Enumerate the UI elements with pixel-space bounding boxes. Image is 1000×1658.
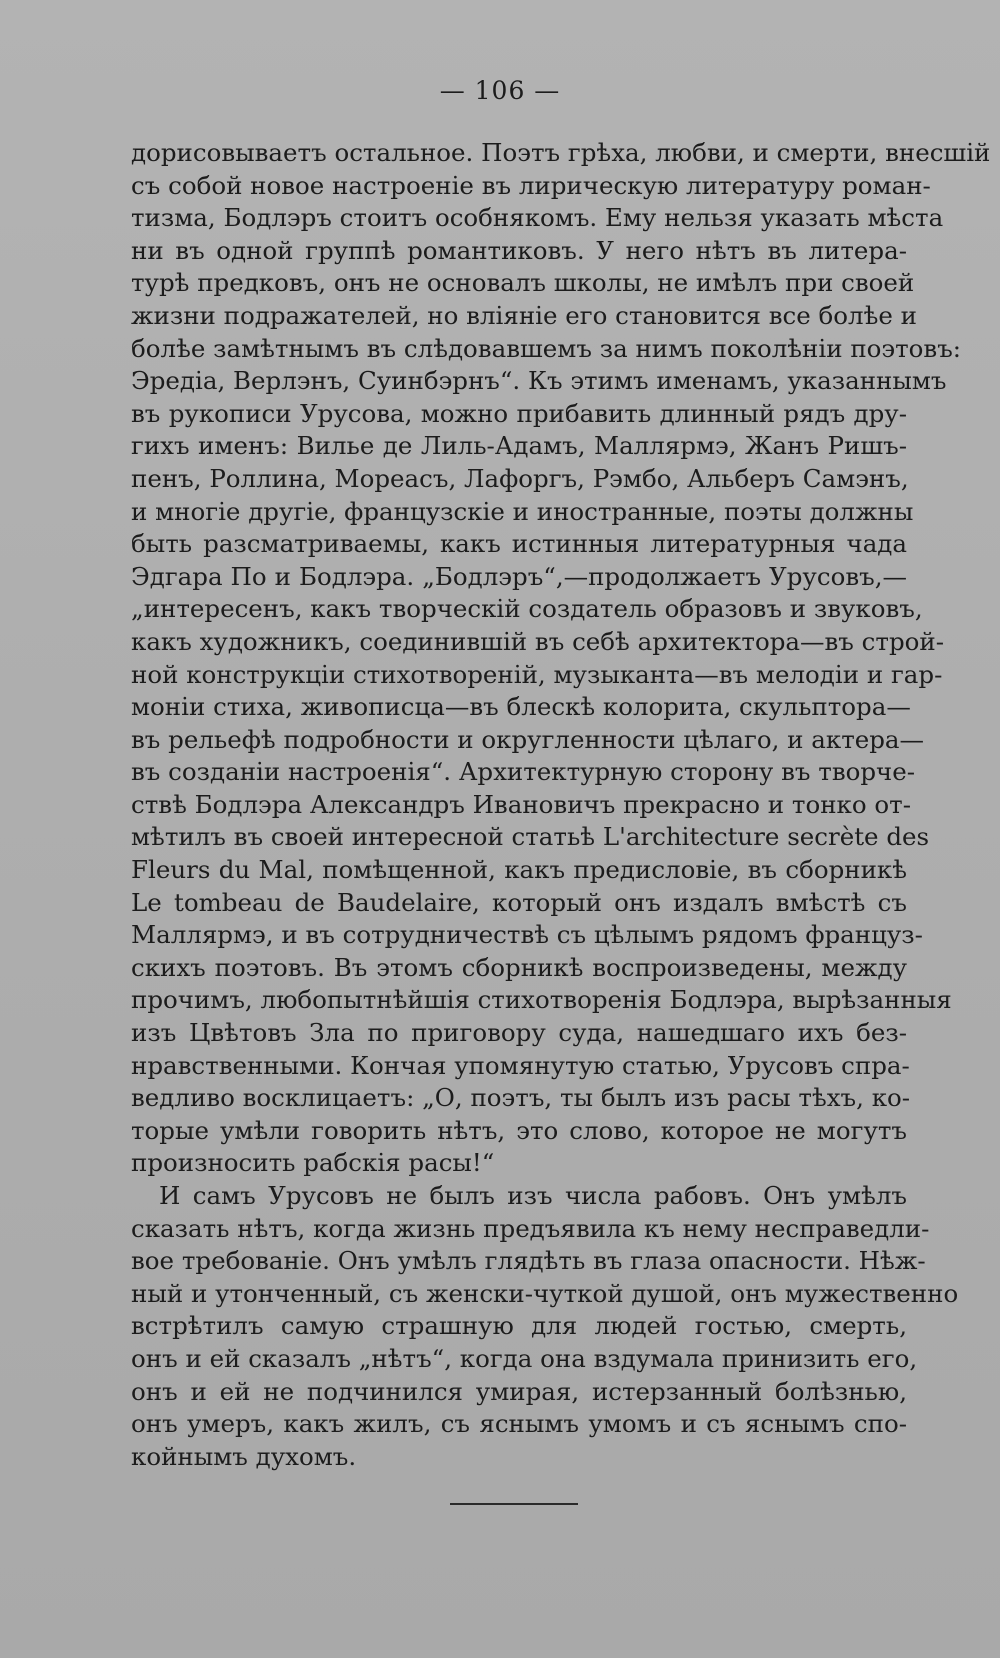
text-line: пенъ, Роллина, Мореасъ, Лафоргъ, Рэмбо, Альберъ Самэнъ, <box>131 463 909 493</box>
page-number: — 106 — <box>439 76 561 105</box>
text-line: жизни подражателей, но вліяніе его становится все болѣе и <box>131 300 917 330</box>
text-line: гихъ именъ: Вилье де Лиль-Адамъ, Маллярмэ, Жанъ Ришъ- <box>131 431 907 461</box>
text-line: Le tombeau de Baudelaire, который онъ издалъ вмѣстѣ съ <box>131 887 907 917</box>
text-line: въ рукописи Урусова, можно прибавить длинный рядъ дру- <box>131 398 907 428</box>
section-divider <box>450 1503 578 1505</box>
body-text <box>131 137 991 1473</box>
text-line: изъ Цвѣтовъ Зла по приговору суда, нашедшаго ихъ без- <box>131 1018 907 1048</box>
text-line: въ рельефѣ подробности и округленности цѣлаго, и актера— <box>131 724 925 754</box>
text-line: вое требованіе. Онъ умѣлъ глядѣть въ глаза опасности. Нѣж- <box>131 1246 926 1276</box>
text-line: сказать нѣтъ, когда жизнь предъявила къ нему несправедли- <box>131 1213 930 1243</box>
text-line: „интересенъ, какъ творческій создатель образовъ и звуковъ, <box>131 594 923 624</box>
text-line: прочимъ, любопытнѣйшія стихотворенія Бодлэра, вырѣзанныя <box>131 985 952 1015</box>
text-line: скихъ поэтовъ. Въ этомъ сборникѣ воспроизведены, между <box>131 952 907 982</box>
paragraph-start-line: И самъ Урусовъ не былъ изъ числа рабовъ. Онъ умѣлъ <box>159 1181 907 1210</box>
text-line: Эредіа, Верлэнъ, Суинбэрнъ“. Къ этимъ именамъ, указаннымъ <box>131 366 947 396</box>
text-line: и многіе другіе, французскіе и иностранные, поэты должны <box>131 496 914 526</box>
text-line: встрѣтилъ самую страшную для людей гостью, смерть, <box>131 1311 907 1341</box>
text-line: тизма, Бодлэръ стоитъ особнякомъ. Ему нельзя указать мѣста <box>131 203 944 233</box>
text-line: койнымъ духомъ. <box>131 1441 357 1471</box>
text-line: Маллярмэ, и въ сотрудничествѣ съ цѣлымъ рядомъ француз- <box>131 920 923 950</box>
text-line: быть разсматриваемы, какъ истинныя литературныя чада <box>131 529 907 559</box>
text-line: ный и утонченный, съ женски-чуткой душой, онъ мужественно <box>131 1278 959 1308</box>
text-line: произносить рабскія расы!“ <box>131 1148 495 1178</box>
text-line: съ собой новое настроеніе въ лирическую литературу роман- <box>131 170 931 200</box>
text-line: нравственными. Кончая упомянутую статью, Урусовъ спра- <box>131 1050 910 1080</box>
text-line: ной конструкціи стихотвореній, музыканта—въ мелодіи и гар- <box>131 659 943 689</box>
text-line: онъ умеръ, какъ жилъ, съ яснымъ умомъ и съ яснымъ спо- <box>131 1409 907 1439</box>
text-line: какъ художникъ, соединившій въ себѣ архитектора—въ строй- <box>131 626 944 656</box>
text-line: ведливо восклицаетъ: „О, поэтъ, ты былъ изъ расы тѣхъ, ко- <box>131 1083 911 1113</box>
text-line: дорисовываетъ остальное. Поэтъ грѣха, любви, и смерти, внесшій <box>131 138 991 167</box>
text-line: торые умѣли говорить нѣтъ, это слово, которое не могутъ <box>131 1115 907 1145</box>
text-line: онъ и ей не подчинился умирая, истерзанный болѣзнью, <box>131 1376 907 1406</box>
text-line: болѣе замѣтнымъ въ слѣдовавшемъ за нимъ поколѣніи поэтовъ: <box>131 333 962 363</box>
text-line: моніи стиха, живописца—въ блескѣ колорита, скульптора— <box>131 692 911 722</box>
text-line: турѣ предковъ, онъ не основалъ школы, не имѣлъ при своей <box>131 268 915 298</box>
text-line: Fleurs du Mal, помѣщенной, какъ предисловіе, въ сборникѣ <box>131 855 907 885</box>
text-line: мѣтилъ въ своей интересной статьѣ L'architecture secrète des <box>131 822 930 852</box>
text-line: ни въ одной группѣ романтиковъ. У него нѣтъ въ литера- <box>131 235 907 265</box>
text-line: онъ и ей сказалъ „нѣтъ“, когда она вздумала принизить его, <box>131 1343 918 1373</box>
text-line: въ созданіи настроенія“. Архитектурную сторону въ творче- <box>131 757 916 787</box>
text-line: ствѣ Бодлэра Александръ Ивановичъ прекрасно и тонко от- <box>131 789 911 819</box>
text-line: Эдгара По и Бодлэра. „Бодлэръ“,—продолжаетъ Урусовъ,— <box>131 561 907 591</box>
